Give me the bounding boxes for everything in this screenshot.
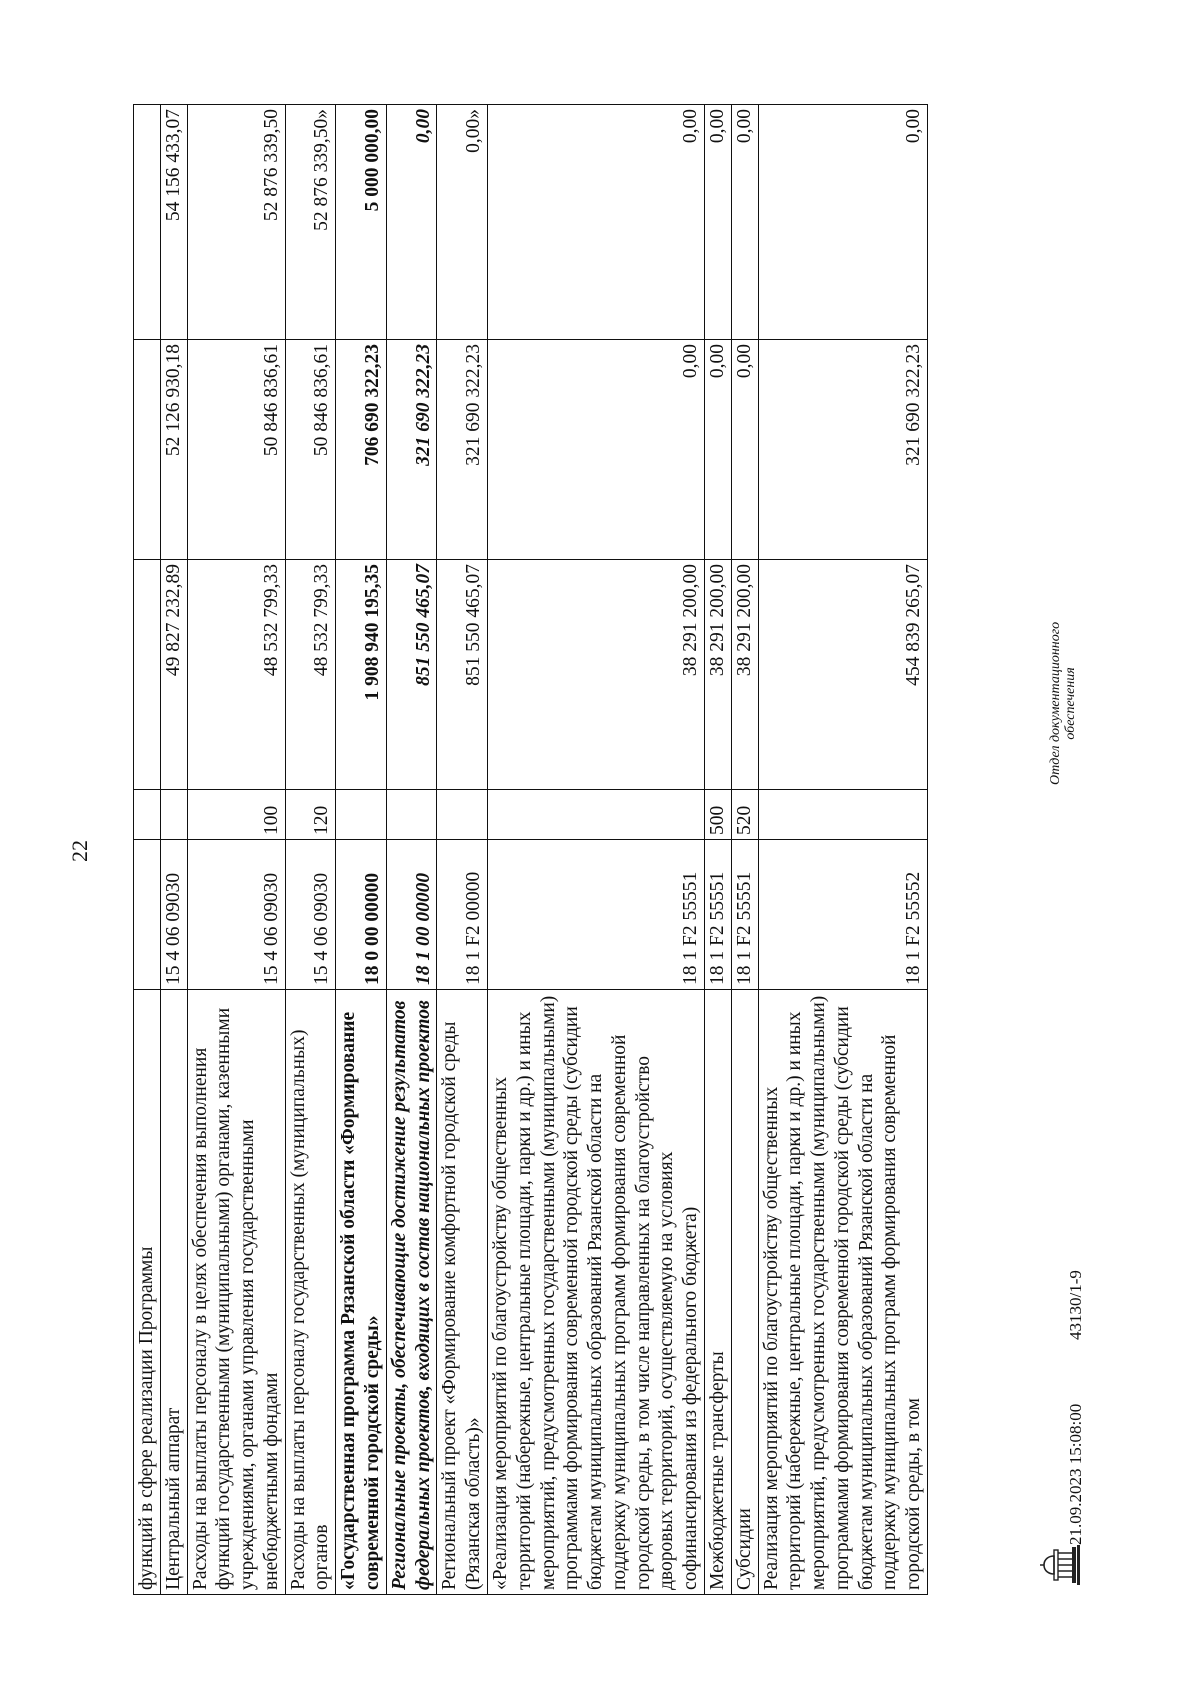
row-expense-type [437,790,488,840]
row-sum-2024: 321 690 322,23 [758,340,927,560]
row-name: «Реализация мероприятий по благоустройству общественных территорий (набережные, центральные площади, парки и др.) и иных мероприятий, предусмотренных государственными (муниципальными) программами формирования современной городской среды (субсидии бюджетам муниципальных образований Рязанской области на поддержку муниципальных программ формирования современной городской среды, в том числе направленных на благоустройство дворовых территорий, осуществляемую на условиях софинансирования из федерального бюджета) [487,990,704,1595]
row-name: «Государственная программа Рязанской области «Формирование современной городской среды» [336,990,387,1595]
row-expense-type: 500 [704,790,731,840]
row-expense-type [134,790,161,840]
table-row [386,105,437,1595]
row-sum-2024: 0,00 [487,340,704,560]
table-row [758,105,927,1595]
table-row [134,105,161,1595]
table-row [336,105,387,1595]
row-sum-2025: 0,00 [704,105,731,340]
row-sum-2024 [134,340,161,560]
row-expense-type [386,790,437,840]
row-name: Региональный проект «Формирование комфортной городской среды (Рязанская область)» [437,990,488,1595]
row-sum-2024: 52 126 930,18 [160,340,187,560]
row-expense-type: 100 [187,790,285,840]
row-sum-2023: 38 291 200,00 [487,560,704,790]
row-target-code: 18 1 F2 55551 [704,840,731,990]
row-sum-2023: 851 550 465,07 [386,560,437,790]
table-row [160,105,187,1595]
row-sum-2025: 0,00 [731,105,758,340]
rotated-page-content [133,105,1198,1595]
row-sum-2023: 454 839 265,07 [758,560,927,790]
row-sum-2025: 52 876 339,50 [187,105,285,340]
row-sum-2025: 54 156 433,07 [160,105,187,340]
row-sum-2024: 0,00 [704,340,731,560]
row-target-code: 15 4 06 09030 [160,840,187,990]
footer-doc-number: 43130/1-9 [1066,1270,1085,1340]
row-target-code: 18 1 F2 55552 [758,840,927,990]
row-sum-2025 [134,105,161,340]
row-sum-2023: 48 532 799,33 [285,560,336,790]
row-name: Межбюджетные трансферты [704,990,731,1595]
row-name: Реализация мероприятий по благоустройству общественных территорий (набережные, центральные площади, парки и др.) и иных мероприятий, предусмотренных государственными (муниципальными) программами формирования современной городской среды (субсидии бюджетам муниципальных образований Рязанской области на поддержку муниципальных программ формирования современной городской среды, в том [758,990,927,1595]
parliament-building-icon [1038,1542,1084,1588]
row-expense-type: 120 [285,790,336,840]
row-sum-2024: 0,00 [731,340,758,560]
row-target-code: 15 4 06 09030 [285,840,336,990]
table-row [731,105,758,1595]
row-sum-2025: 0,00» [437,105,488,340]
row-target-code: 18 1 00 00000 [386,840,437,990]
page-footer [1046,535,1106,1595]
table-row [187,105,285,1595]
row-name: Субсидии [731,990,758,1595]
row-sum-2024: 321 690 322,23 [437,340,488,560]
footer-date: 21.09.2023 15:08:00 [1066,1403,1085,1545]
stamp-line-1: Отдел документационного [1048,621,1063,785]
office-stamp [1048,622,1079,785]
row-sum-2024: 50 846 836,61 [285,340,336,560]
row-sum-2025: 0,00 [487,105,704,340]
row-expense-type [758,790,927,840]
page-number: 22 [67,840,92,862]
stamp-line-2: обеспечения [1063,667,1079,740]
row-target-code: 18 1 F2 55551 [487,840,704,990]
row-expense-type [160,790,187,840]
row-sum-2024: 321 690 322,23 [386,340,437,560]
row-sum-2023: 851 550 465,07 [437,560,488,790]
table-row [437,105,488,1595]
row-name: Региональные проекты, обеспечивающие достижение результатов федеральных проектов, входящих в состав национальных проектов [386,990,437,1595]
row-sum-2023 [134,560,161,790]
row-sum-2023: 48 532 799,33 [187,560,285,790]
table-row [704,105,731,1595]
row-expense-type [487,790,704,840]
row-name: Расходы на выплаты персоналу в целях обеспечения выполнения функций государственными (муниципальными) органами, казенными учреждениями, органами управления государственными внебюджетными фондами [187,990,285,1595]
row-sum-2024: 50 846 836,61 [187,340,285,560]
budget-table [133,104,928,1595]
row-sum-2023: 1 908 940 195,35 [336,560,387,790]
row-expense-type: 520 [731,790,758,840]
row-name: Центральный аппарат [160,990,187,1595]
row-target-code: 18 1 F2 00000 [437,840,488,990]
row-sum-2025: 0,00 [386,105,437,340]
row-sum-2025: 0,00 [758,105,927,340]
row-target-code: 15 4 06 09030 [187,840,285,990]
table-row [285,105,336,1595]
row-target-code: 18 1 F2 55551 [731,840,758,990]
row-name: функций в сфере реализации Программы [134,990,161,1595]
row-target-code: 18 0 00 00000 [336,840,387,990]
row-sum-2023: 38 291 200,00 [704,560,731,790]
row-target-code [134,840,161,990]
table-row [487,105,704,1595]
row-sum-2025: 52 876 339,50» [285,105,336,340]
row-expense-type [336,790,387,840]
row-sum-2024: 706 690 322,23 [336,340,387,560]
row-sum-2023: 49 827 232,89 [160,560,187,790]
row-sum-2025: 5 000 000,00 [336,105,387,340]
row-sum-2023: 38 291 200,00 [731,560,758,790]
row-name: Расходы на выплаты персоналу государственных (муниципальных) органов [285,990,336,1595]
